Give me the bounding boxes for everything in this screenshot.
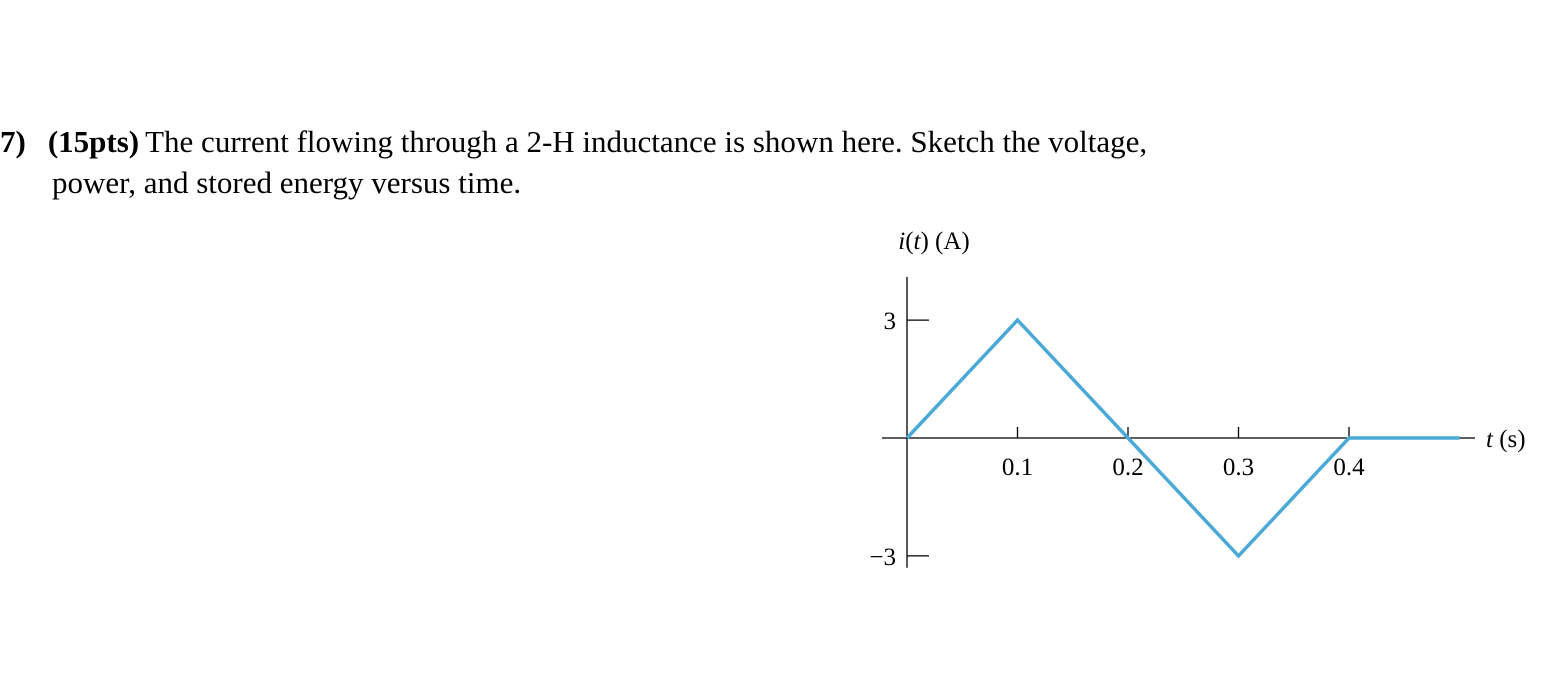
problem-number: 7) (0, 124, 26, 159)
y-axis-label-open: ( (905, 228, 914, 255)
x-axis-label-var: t (1486, 426, 1493, 453)
x-axis-label (1486, 426, 1526, 453)
y-tick-label: −3 (869, 543, 896, 571)
y-axis-label-var: t (913, 228, 921, 255)
chart-axes (882, 277, 1475, 568)
x-tick-label: 0.1 (1001, 454, 1034, 481)
y-axis-label-unit: (A) (935, 228, 970, 255)
x-tick-label: 0.4 (1333, 454, 1365, 481)
x-tick-label: 0.3 (1222, 454, 1255, 481)
problem-points: (15pts) (47, 124, 140, 159)
y-axis-label-prefix: i (898, 228, 906, 255)
x-tick-label: 0.2 (1112, 454, 1144, 481)
problem-text-line-2: power, and stored energy versus time. (52, 165, 522, 200)
x-axis-label-unit: (s) (1499, 426, 1526, 453)
problem-text-line-1: The current flowing through a 2-H inductance is shown here. Sketch the voltage, (145, 124, 1148, 159)
y-tick-label: 3 (883, 308, 896, 336)
chart-ticks (869, 308, 1365, 571)
y-axis-label (898, 228, 970, 255)
y-axis-label-close: ) (920, 228, 936, 255)
